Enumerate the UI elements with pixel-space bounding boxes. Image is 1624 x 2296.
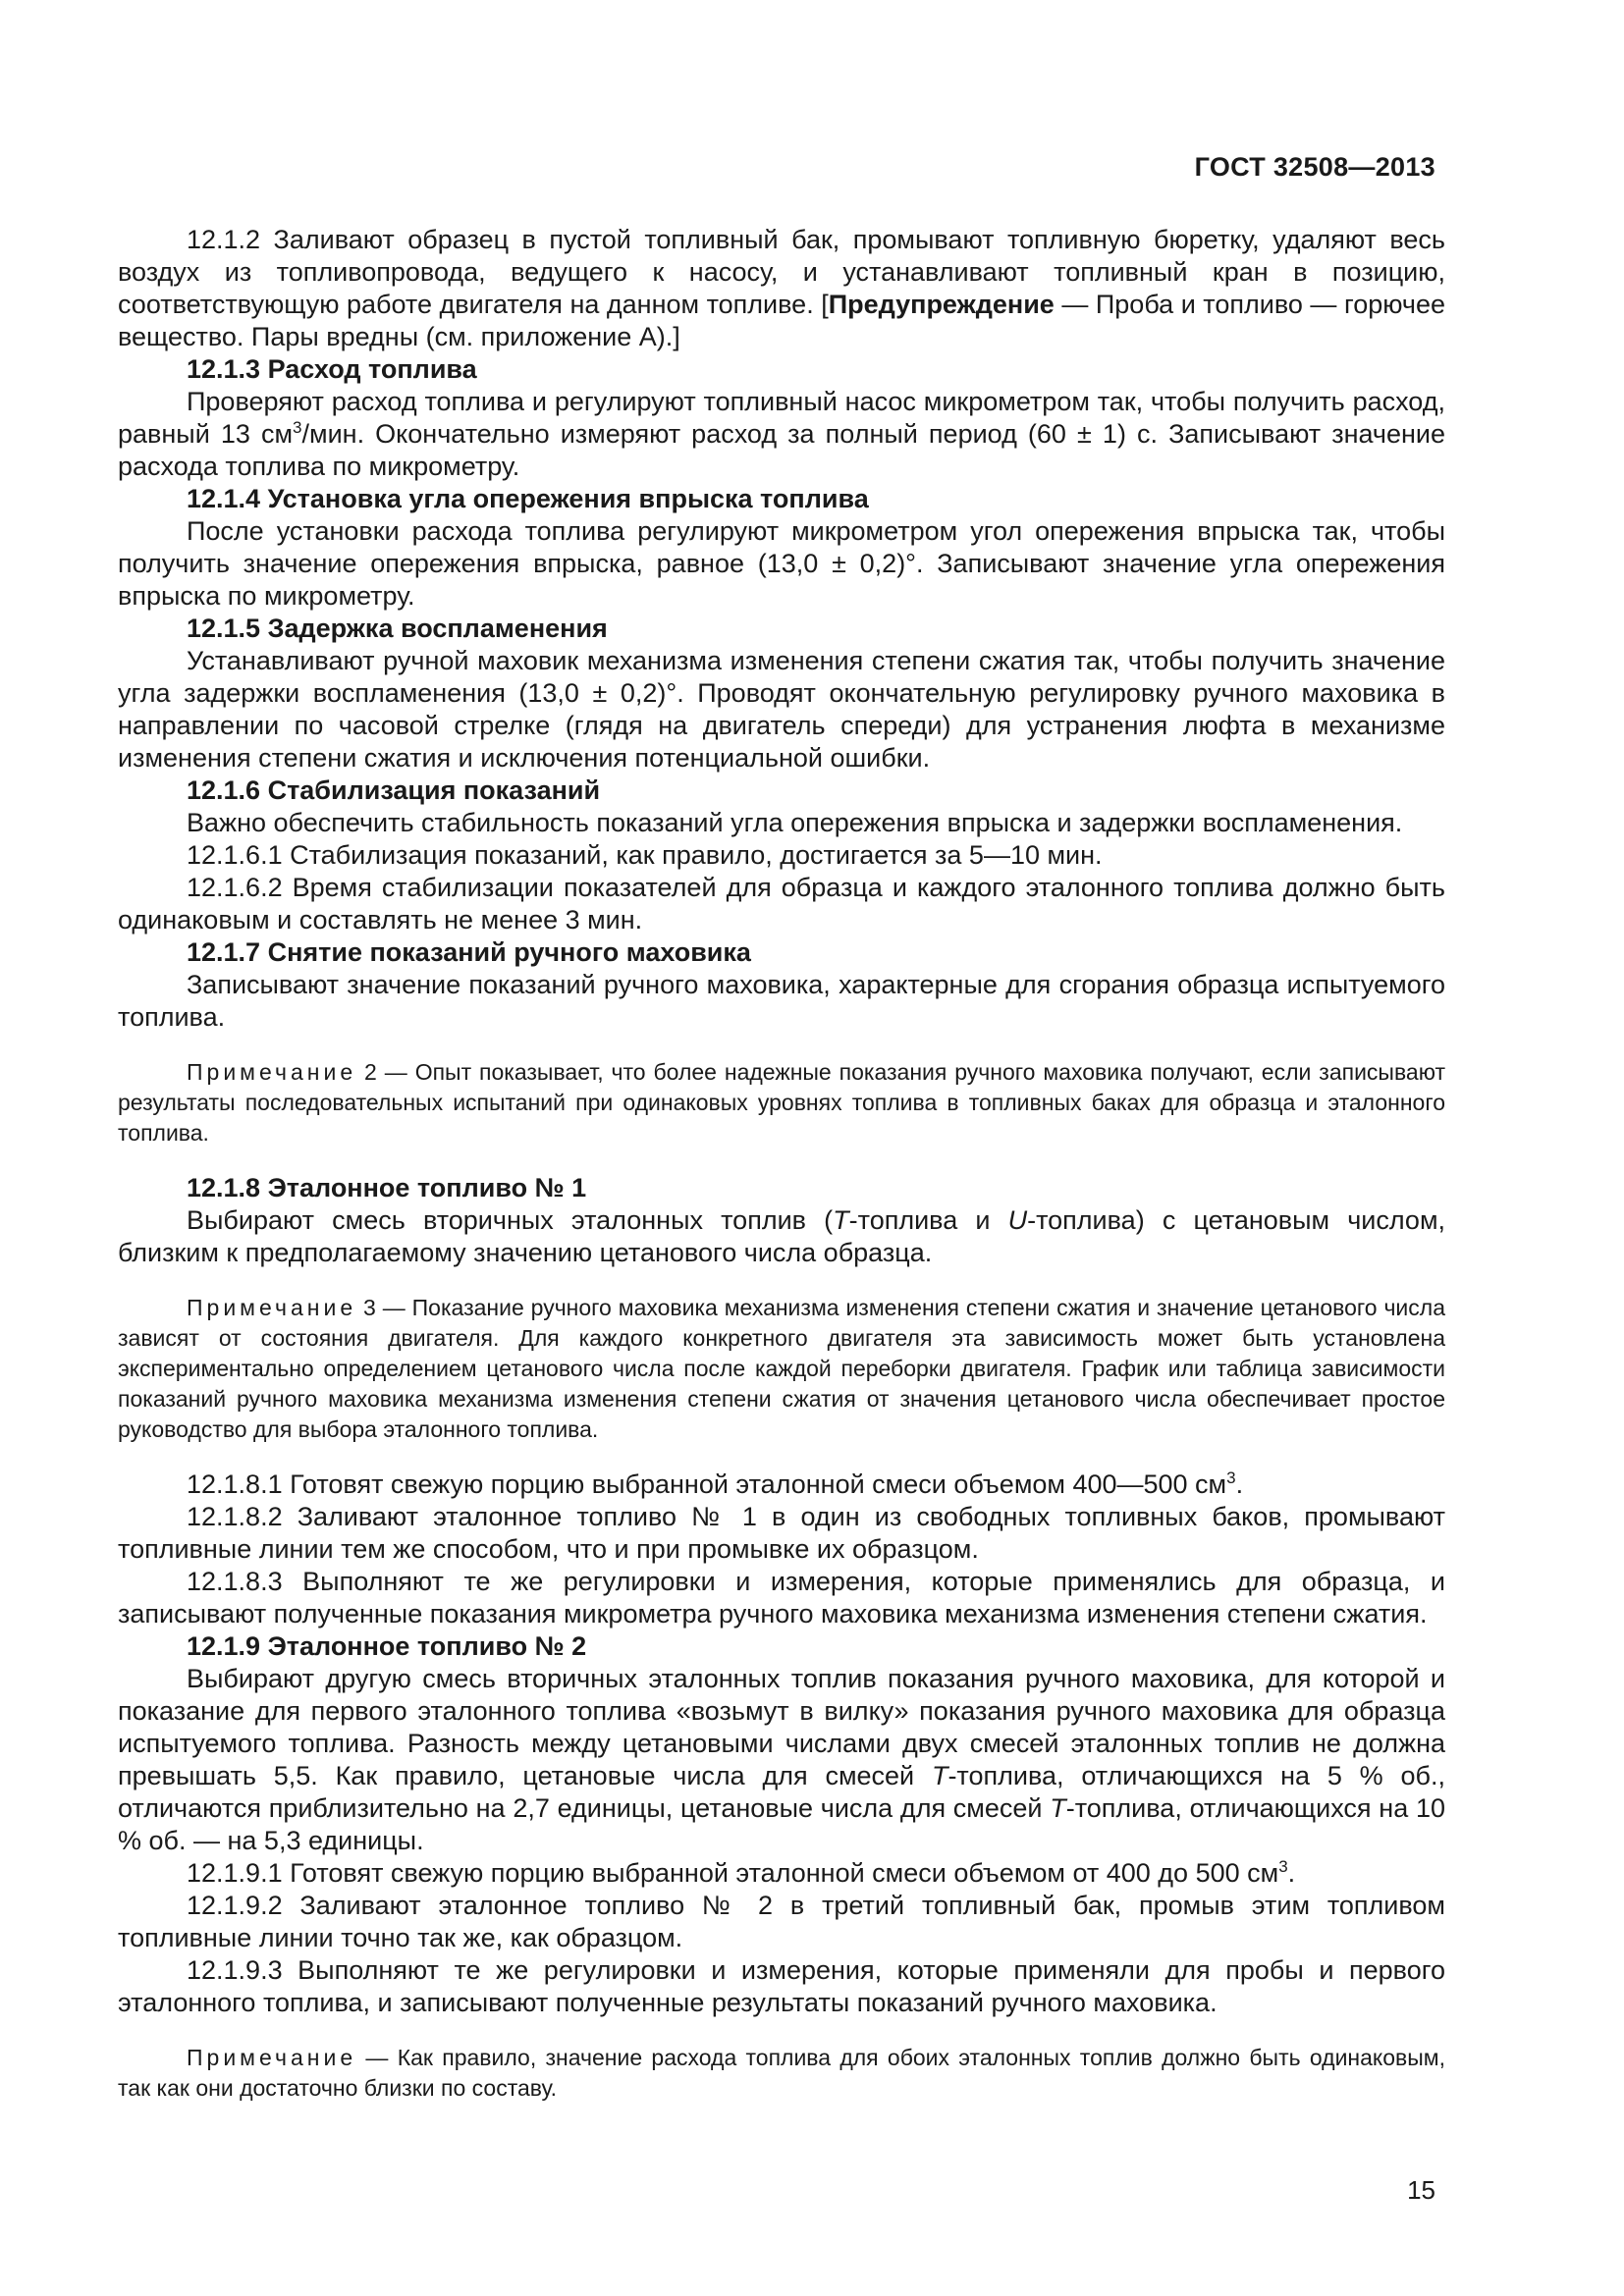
warning-text: — Проба и топливо — горючее вещество. Пары вредны (см. приложение А).] xyxy=(118,290,1445,351)
superscript: 3 xyxy=(1278,1857,1288,1876)
paragraph-text: Выбирают другую смесь вторичных эталонных топлив показания ручного маховика, для которой и показание для первого эталонного топлива «возьмут в вилку» показания ручного маховика для образца испытуемого топлива. Разность между цетановыми числами двух смесей эталонных топлив не должна превышать 5,5. Как правило, цетановые числа для смесей xyxy=(118,1664,1445,1790)
paragraph-text: Выбирают смесь вторичных эталонных топлив ( xyxy=(187,1205,834,1235)
note-label: Примечание xyxy=(187,1295,357,1320)
paragraph-12-1-8-2: 12.1.8.2 Заливают эталонное топливо № 1 в один из свободных топливных баков, промывают топливные линии тем же способом, что и при промывке их образцом. xyxy=(118,1502,1445,1564)
paragraph-12-1-9-2: 12.1.9.2 Заливают эталонное топливо № 2 в третий топливный бак, промыв этим топливом топливные линии точно так же, как образцом. xyxy=(118,1891,1445,1952)
superscript: 3 xyxy=(1226,1468,1236,1487)
superscript: 3 xyxy=(293,418,302,437)
t-fuel-letter: Т xyxy=(1050,1793,1066,1823)
paragraph-text: 12.1.2 Заливают образец в пустой топливный бак, промывают топливную бюретку, удаляют весь воздух из топливопровода, ведущего к насосу, и устанавливают топливный кран в позицию, соответствующую работе двигателя на данном топливе. [ xyxy=(118,225,1445,319)
document-body xyxy=(118,224,1445,2104)
paragraph-12-1-5: Устанавливают ручной маховик механизма изменения степени сжатия так, чтобы получить значение угла задержки воспламенения (13,0 ± 0,2)°. Проводят окончательную регулировку ручного маховика в направлении по часовой стрелке (глядя на двигатель спереди) для устранения люфта в механизме изменения степени сжатия и исключения потенциальной ошибки. xyxy=(118,646,1445,773)
paragraph-12-1-6: Важно обеспечить стабильность показаний угла опережения впрыска и задержки воспламенения. xyxy=(187,808,1403,837)
paragraph-12-1-9 xyxy=(118,1663,1445,1857)
paragraph-12-1-3 xyxy=(118,386,1445,483)
note-2 xyxy=(118,1057,1445,1148)
paragraph-text: 12.1.8.1 Готовят свежую порцию выбранной эталонной смеси объемом 400—500 см xyxy=(187,1469,1227,1499)
t-fuel-letter: Т xyxy=(833,1205,849,1235)
note-text: — Как правило, значение расхода топлива для обоих эталонных топлив должно быть одинаковым, так как они достаточно близки по составу. xyxy=(118,2045,1445,2101)
paragraph-text: Проверяют расход топлива и регулируют топливный насос микрометром так, чтобы получить расход, равный 13 см xyxy=(118,387,1445,449)
note-label: Примечание xyxy=(187,2045,357,2070)
paragraph-12-1-9-1 xyxy=(118,1857,1445,1890)
heading-12-1-9: 12.1.9 Эталонное топливо № 2 xyxy=(187,1631,587,1661)
document-header: ГОСТ 32508—2013 xyxy=(1194,152,1435,182)
note-text: 3 — Показание ручного маховика механизма изменения степени сжатия и значение цетанового числа зависят от состояния двигателя. Для каждого конкретного двигателя эта зависимость может быть установлена экспериментально определением цетанового числа после каждой переборки двигателя. График или таблица зависимости показаний ручного маховика механизма изменения степени сжатия от значения цетанового числа обеспечивает простое руководство для выбора эталонного топлива. xyxy=(118,1295,1445,1442)
page-number: 15 xyxy=(1407,2175,1435,2205)
paragraph-text: -топлива, отличающихся на 5 % об., отличаются приблизительно на 2,7 единицы, цетановые числа для смесей xyxy=(118,1761,1445,1823)
heading-12-1-4: 12.1.4 Установка угла опережения впрыска топлива xyxy=(187,484,869,513)
paragraph-text: -топлива) с цетановым числом, близким к предполагаемому значению цетанового числа образца. xyxy=(118,1205,1446,1267)
paragraph-12-1-8-1 xyxy=(118,1468,1445,1501)
paragraph-12-1-9-3: 12.1.9.3 Выполняют те же регулировки и измерения, которые применяли для пробы и первого эталонного топлива, и записывают полученные результаты показаний ручного маховика. xyxy=(118,1955,1445,2017)
paragraph-12-1-8-3: 12.1.8.3 Выполняют те же регулировки и измерения, которые применялись для образца, и записывают полученные показания микрометра ручного маховика механизма изменения степени сжатия. xyxy=(118,1567,1445,1629)
heading-12-1-5: 12.1.5 Задержка воспламенения xyxy=(187,614,608,643)
paragraph-text: . xyxy=(1235,1469,1244,1499)
paragraph-text: -топлива и xyxy=(848,1205,1008,1235)
heading-12-1-8: 12.1.8 Эталонное топливо № 1 xyxy=(187,1173,587,1202)
heading-12-1-7: 12.1.7 Снятие показаний ручного маховика xyxy=(187,937,751,967)
note-text: 2 — Опыт показывает, что более надежные показания ручного маховика получают, если записывают результаты последовательных испытаний при одинаковых уровнях топлива в топливных баках для образца и эталонного топлива. xyxy=(118,1059,1445,1146)
note-label: Примечание xyxy=(187,1059,357,1085)
note-3 xyxy=(118,1293,1445,1445)
paragraph-text: . xyxy=(1287,1858,1296,1888)
heading-12-1-3: 12.1.3 Расход топлива xyxy=(187,354,477,384)
paragraph-text: -топлива, отличающихся на 10 % об. — на 5,3 единицы. xyxy=(118,1793,1445,1855)
paragraph-12-1-6-1: 12.1.6.1 Стабилизация показаний, как правило, достигается за 5—10 мин. xyxy=(187,840,1103,870)
t-fuel-letter: Т xyxy=(931,1761,948,1790)
paragraph-12-1-2 xyxy=(118,224,1445,353)
u-fuel-letter: U xyxy=(1007,1205,1028,1235)
paragraph-text: /мин. Окончательно измеряют расход за полный период (60 ± 1) с. Записывают значение расхода топлива по микрометру. xyxy=(118,419,1446,481)
paragraph-12-1-6-2: 12.1.6.2 Время стабилизации показателей для образца и каждого эталонного топлива должно быть одинаковым и составлять не менее 3 мин. xyxy=(118,873,1445,934)
paragraph-12-1-7: Записывают значение показаний ручного маховика, характерные для сгорания образца испытуемого топлива. xyxy=(118,970,1445,1032)
paragraph-12-1-8 xyxy=(118,1204,1445,1269)
heading-12-1-6: 12.1.6 Стабилизация показаний xyxy=(187,775,601,805)
warning-label: Предупреждение xyxy=(828,290,1055,319)
paragraph-12-1-4: После установки расхода топлива регулируют микрометром угол опережения впрыска так, чтобы получить значение опережения впрыска, равное (13,0 ± 0,2)°. Записывают значение угла опережения впрыска по микрометру. xyxy=(118,516,1445,611)
note-final xyxy=(118,2043,1445,2104)
paragraph-text: 12.1.9.1 Готовят свежую порцию выбранной эталонной смеси объемом от 400 до 500 см xyxy=(187,1858,1279,1888)
